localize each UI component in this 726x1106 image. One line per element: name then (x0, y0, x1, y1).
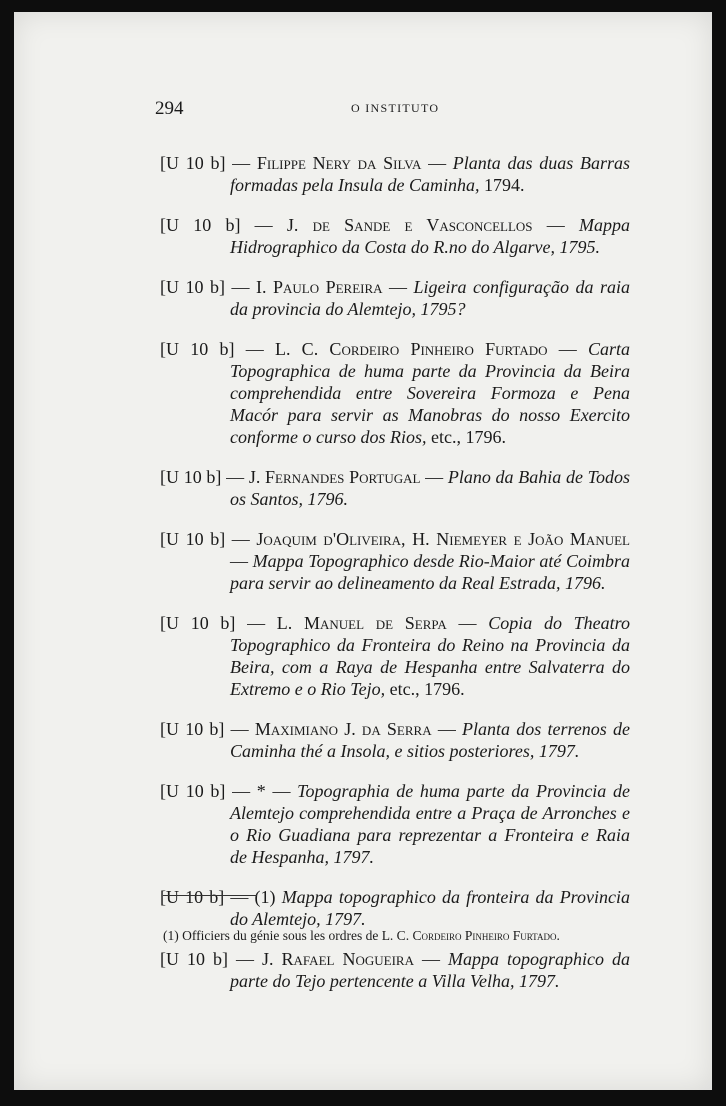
separator: — (382, 277, 414, 297)
shelf-mark: [U 10 b] (160, 467, 222, 487)
shelf-mark: [U 10 b] (160, 339, 235, 359)
entry-title: Ligeira configuração da raia da provincia do Alemtejo, 1795? (230, 277, 631, 319)
catalog-entry (160, 718, 630, 762)
separator: — (413, 949, 448, 969)
separator: — (446, 613, 489, 633)
entry-tail: 1794. (479, 175, 525, 195)
entry-author: J. de Sande e Vasconcellos (286, 215, 533, 235)
separator: — (224, 887, 255, 907)
catalog-entries (160, 134, 630, 1007)
entry-author: J. Rafael Nogueira (262, 949, 414, 969)
separator: — (265, 781, 298, 801)
separator: — (240, 215, 287, 235)
entry-author: Maximiano J. da Serra (254, 719, 432, 739)
shelf-mark: [U 10 b] (160, 781, 226, 801)
shelf-mark: [U 10 b] (160, 613, 236, 633)
shelf-mark: [U 10 b] (160, 215, 241, 235)
separator: — (225, 781, 257, 801)
entry-title: Copia do Theatro Topographico da Fronteira do Reino na Provincia da Beira, com a Raya de Hespanha entre Salvaterra do Extremo e o Rio Tejo, (230, 613, 630, 699)
catalog-entry (160, 886, 630, 930)
separator: — (420, 467, 448, 487)
entry-author: J. Fernandes Portugal (248, 467, 421, 487)
footnote-end: . (556, 927, 560, 943)
entry-author: L. Manuel de Serpa (276, 613, 447, 633)
separator: — (224, 719, 255, 739)
catalog-entry (160, 612, 630, 700)
shelf-mark: [U 10 b] (160, 719, 225, 739)
catalog-entry (160, 276, 630, 320)
separator: — (421, 153, 453, 173)
separator: — (431, 719, 463, 739)
entry-tail: etc., 1796. (385, 679, 465, 699)
catalog-entry (160, 780, 630, 868)
entry-title: Mappa topographico da fronteira da Provincia do Alemtejo, 1797. (230, 887, 631, 929)
entry-title: Planta dos terrenos de Caminha thé a Insola, e sitios posteriores, 1797. (230, 719, 630, 761)
separator: — (225, 529, 257, 549)
shelf-mark: [U 10 b] (160, 887, 225, 907)
separator: — (221, 467, 249, 487)
running-title: O INSTITUTO (351, 101, 440, 115)
entry-author: Joaquim d'Oliveira, H. Niemeyer e João Manuel (256, 529, 630, 549)
footnote-divider (163, 895, 257, 896)
footnote (163, 927, 633, 945)
entry-title: Carta Topographica de huma parte da Provincia da Beira comprehendida entre Sovereira Formoza e Pena Macór para servir as Manobras do nosso Exercito conforme o curso dos Rios, (230, 339, 630, 447)
catalog-entry (160, 214, 630, 258)
separator: — (225, 153, 257, 173)
entry-author: I. Paulo Pereira (255, 277, 383, 297)
entry-title: Topographia de huma parte da Provincia de Alemtejo comprehendida entre a Praça de Arronches e o Rio Guadiana para reprezentar a Fronteira e Raia de Hespanha, 1797. (230, 781, 630, 867)
separator: — (547, 339, 588, 359)
separator: — (235, 613, 277, 633)
footnote-name: Cordeiro Pinheiro Furtado (412, 927, 557, 943)
catalog-entry (160, 152, 630, 196)
entry-author: Filippe Nery da Silva (256, 153, 422, 173)
entry-author: * (256, 781, 266, 801)
entry-title: Planta das duas Barras formadas pela Insula de Caminha, (230, 153, 630, 195)
shelf-mark: [U 10 b] (160, 277, 225, 297)
separator: — (234, 339, 275, 359)
catalog-entry (160, 466, 630, 510)
catalog-entry (160, 948, 630, 992)
separator: — (532, 215, 579, 235)
catalog-entry (160, 528, 630, 594)
separator: — (228, 949, 263, 969)
footnote-ref: (1) (254, 887, 276, 907)
separator: — (230, 551, 253, 571)
entry-title: Plano da Bahia de Todos os Santos, 1796. (230, 467, 631, 509)
separator: — (224, 277, 256, 297)
entry-title: Mappa topographico da parte do Tejo pertencente a Villa Velha, 1797. (230, 949, 630, 991)
shelf-mark: [U 10 b] (160, 153, 226, 173)
entry-title: Mappa Topographico desde Rio-Maior até Coimbra para servir ao delineamento da Real Estrada, 1796. (230, 551, 631, 593)
catalog-entry (160, 338, 630, 448)
entry-author: L. C. Cordeiro Pinheiro Furtado (274, 339, 548, 359)
entry-title: Mappa Hidrographico da Costa do R.no do Algarve, 1795. (230, 215, 630, 257)
entry-tail: etc., 1796. (426, 427, 506, 447)
page-number: 294 (155, 98, 184, 119)
page-header (155, 98, 625, 122)
footnote-text: (1) Officiers du génie sous les ordres de L. C. (163, 927, 413, 943)
shelf-mark: [U 10 b] (160, 529, 226, 549)
shelf-mark: [U 10 b] (160, 949, 228, 969)
